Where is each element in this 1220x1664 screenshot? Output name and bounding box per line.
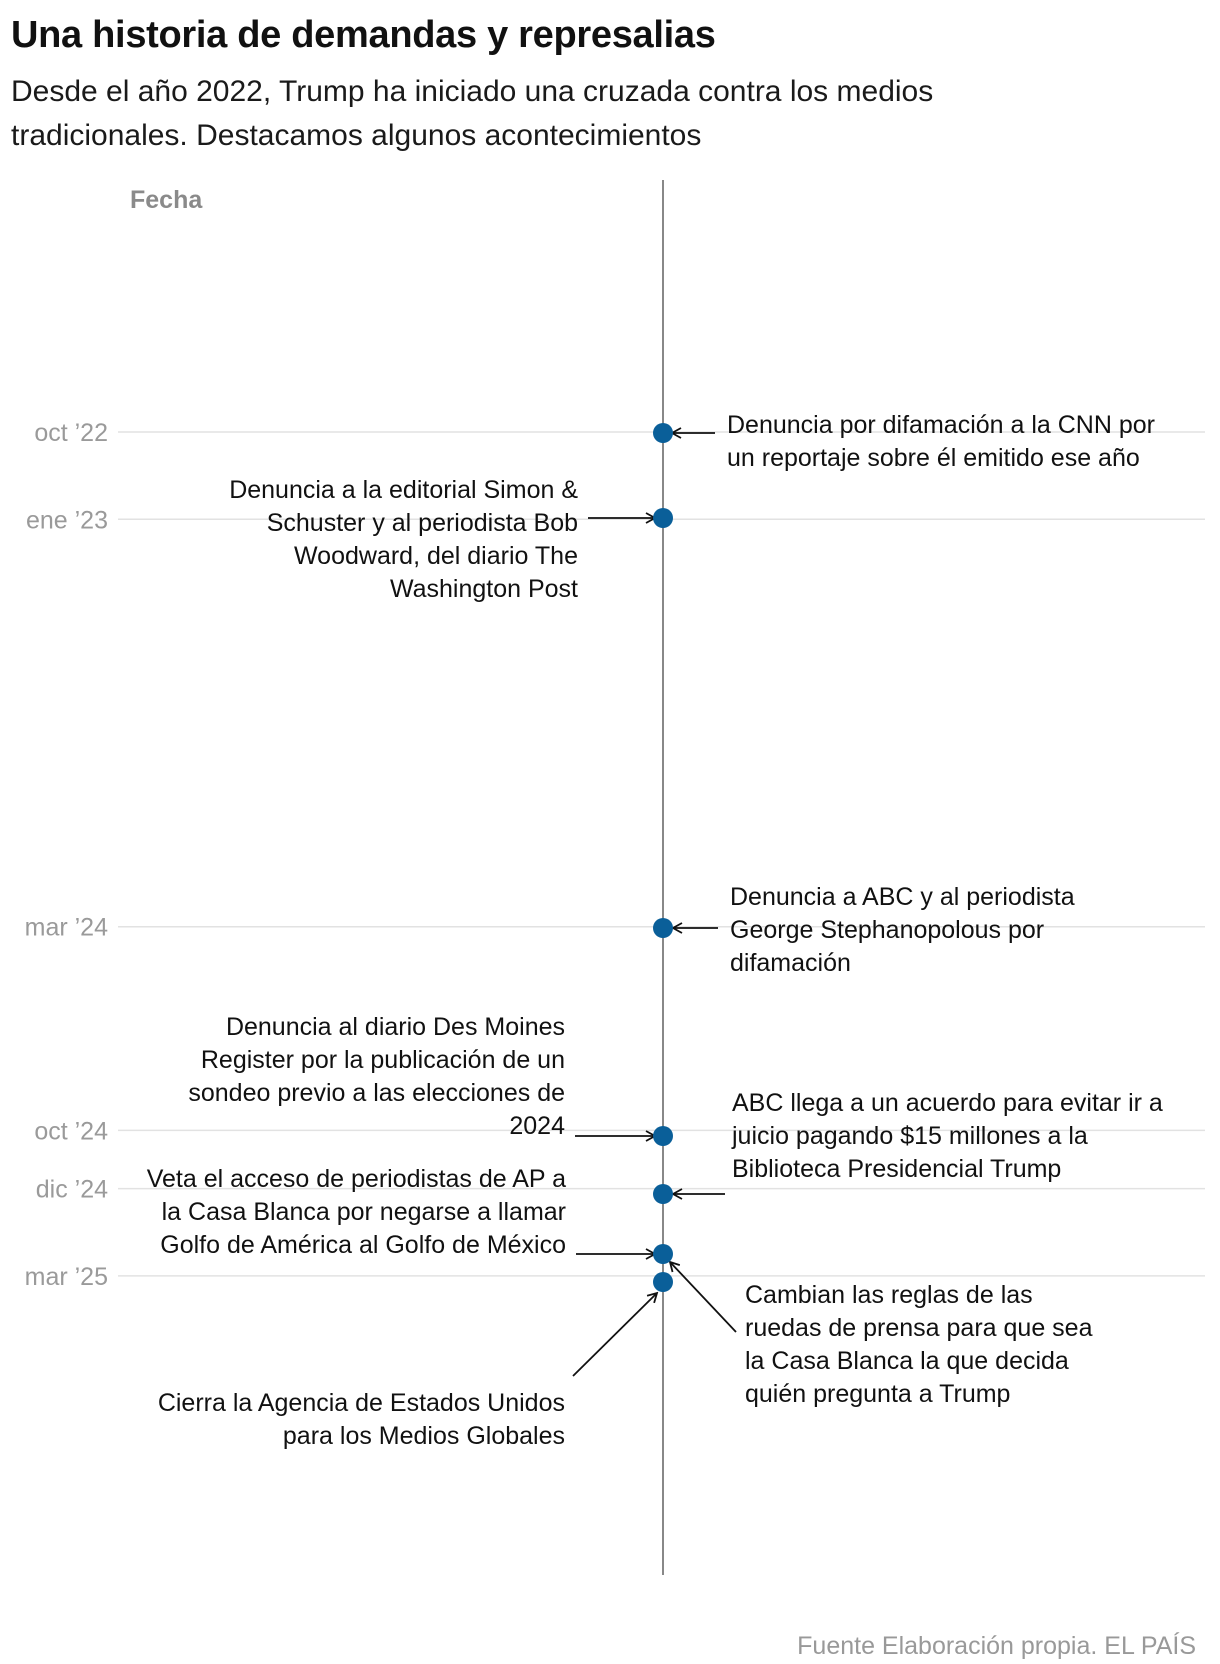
chart-subtitle: Desde el año 2022, Trump ha iniciado una cruzada contra los medios tradicionales. Destacamos algunos acontecimientos xyxy=(11,75,934,152)
event-annotation-line: Golfo de América al Golfo de México xyxy=(160,1231,566,1259)
event-annotation-line: Denuncia a ABC y al periodista xyxy=(730,883,1075,911)
event-annotation-line: Register por la publicación de un xyxy=(200,1046,565,1074)
y-tick-label: dic ’24 xyxy=(35,1175,108,1204)
event-annotation-line: ABC llega a un acuerdo para evitar ir a xyxy=(732,1089,1163,1117)
event-marker xyxy=(653,423,673,443)
event-annotation-line: para los Medios Globales xyxy=(282,1422,565,1450)
y-axis-title: Fecha xyxy=(130,186,203,214)
event-annotation-line: Schuster y al periodista Bob xyxy=(266,509,578,537)
chart-title: Una historia de demandas y represalias xyxy=(11,14,716,56)
y-tick-label: mar ’24 xyxy=(24,913,108,942)
event-annotation-line: Cambian las reglas de las xyxy=(745,1281,1033,1309)
event-annotation-line: sondeo previo a las elecciones de xyxy=(188,1079,565,1107)
event-annotation-line: Woodward, del diario The xyxy=(294,542,578,570)
event-annotation-line: Washington Post xyxy=(389,575,578,603)
event-annotation-line: Denuncia por difamación a la CNN por xyxy=(727,411,1155,439)
event-marker xyxy=(653,1244,673,1264)
annotation-arrow xyxy=(670,1262,736,1332)
event-annotation-line: quién pregunta a Trump xyxy=(745,1380,1011,1408)
event-annotation-line: Denuncia al diario Des Moines xyxy=(225,1013,565,1041)
event-marker xyxy=(653,1126,673,1146)
event-annotation-line: ruedas de prensa para que sea xyxy=(745,1314,1093,1342)
event-marker xyxy=(653,1184,673,1204)
event-marker xyxy=(653,1272,673,1292)
event-annotation-line: la Casa Blanca la que decida xyxy=(745,1347,1069,1375)
event-annotation-line: Denuncia a la editorial Simon & xyxy=(229,476,578,504)
y-tick-label: oct ’24 xyxy=(34,1117,108,1146)
event-annotation-line: Biblioteca Presidencial Trump xyxy=(732,1155,1062,1183)
y-tick-label: oct ’22 xyxy=(34,419,108,447)
event-annotation-line: la Casa Blanca por negarse a llamar xyxy=(161,1198,566,1226)
event-annotation-line: difamación xyxy=(730,949,851,977)
event-marker xyxy=(653,508,673,528)
event-annotation-line: 2024 xyxy=(509,1112,565,1140)
source-note: Fuente Elaboración propia. EL PAÍS xyxy=(797,1632,1196,1660)
y-tick-label: ene ’23 xyxy=(25,506,108,535)
event-marker xyxy=(653,918,673,938)
event-annotation-line: Veta el acceso de periodistas de AP a xyxy=(146,1165,566,1193)
event-annotation-line: Cierra la Agencia de Estados Unidos xyxy=(157,1389,565,1417)
event-annotation-line: un reportaje sobre él emitido ese año xyxy=(727,444,1140,472)
event-annotation-line: juicio pagando $15 millones a la xyxy=(732,1122,1088,1150)
annotation-arrow xyxy=(573,1293,657,1376)
y-tick-label: mar ’25 xyxy=(24,1262,108,1291)
event-annotation-line: George Stephanopolous por xyxy=(730,916,1045,944)
